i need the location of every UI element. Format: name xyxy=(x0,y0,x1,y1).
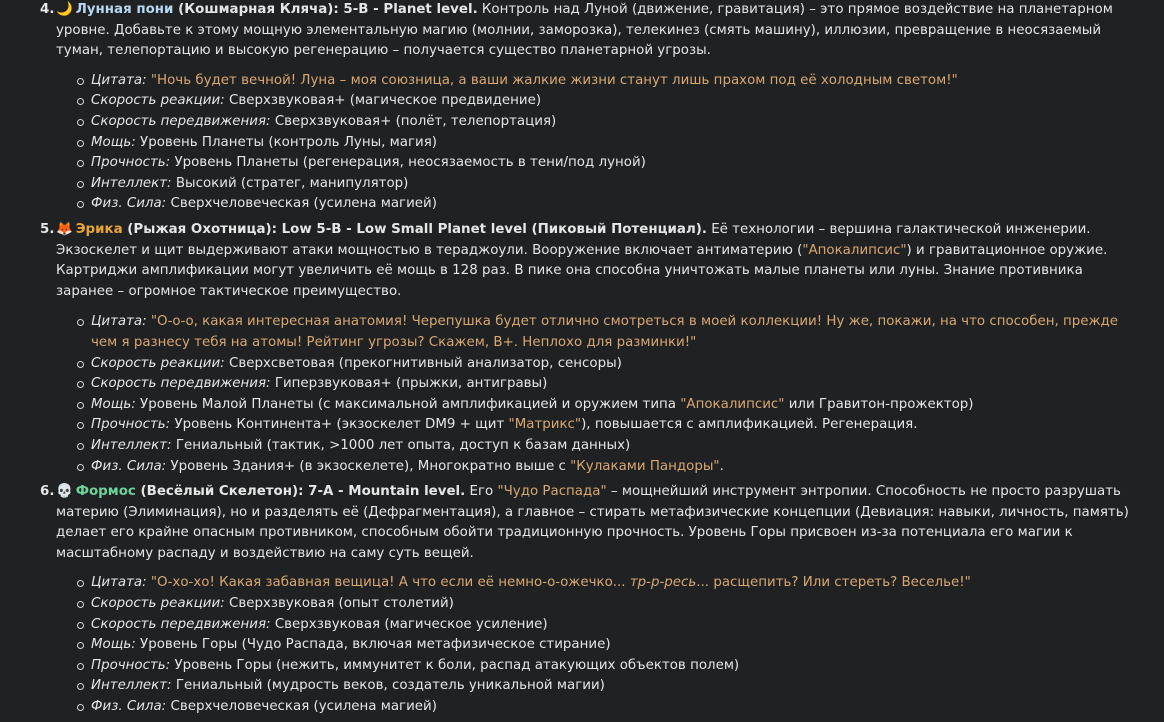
entry-heading-paragraph xyxy=(0,220,1164,302)
stat-durability: Прочность: Уровень Континента+ (экзоскелет DM9 + щит "Матрикс"), повышается с амплификацией. Регенерация. xyxy=(0,415,1164,436)
character-title: (Кошмарная Кляча): 5-B - Planet level. xyxy=(173,2,478,17)
entry-4 xyxy=(0,0,1164,215)
entry-heading-paragraph xyxy=(0,482,1164,564)
character-name: Эрика xyxy=(75,222,123,237)
stat-power: Мощь: Уровень Малой Планеты (с максимальной амплификацией и оружием типа "Апокалипсис" или Гравитон-прожектор) xyxy=(0,395,1164,416)
fox-icon: 🦊 xyxy=(56,222,73,237)
character-description: Его "Чудо Распада" – мощнейший инструмент энтропии. Способность не просто разрушать материю (Элиминация), но и разделять её (Дефрагментация), а главное – стирать метафизические концепции (Девиация: навыки, личность, память) делает его крайне опасным противником, способным обойти традиционную прочность. Уровень Горы присвоен из-за потенциала его магии к масштабному распаду и воздействию на саму суть вещей. xyxy=(56,484,1129,561)
stat-reaction-speed: Скорость реакции: Сверхсветовая (прекогнитивный анализатор, сенсоры) xyxy=(0,354,1164,375)
skull-icon: 💀 xyxy=(56,484,73,499)
stat-durability: Прочность: Уровень Горы (нежить, иммунитет к боли, распад атакующих объектов полем) xyxy=(0,656,1164,677)
list-number: 5. xyxy=(40,222,55,237)
list-number: 6. xyxy=(40,484,55,499)
moon-icon: 🌙 xyxy=(56,2,73,17)
stat-intellect: Интеллект: Гениальный (тактик, >1000 лет опыта, доступ к базам данных) xyxy=(0,436,1164,457)
stat-quote: Цитата: "Ночь будет вечной! Луна – моя союзница, а ваши жалкие жизни станут лишь прахом под её холодным светом!" xyxy=(0,71,1164,92)
stat-movement-speed: Скорость передвижения: Сверхзвуковая+ (полёт, телепортация) xyxy=(0,112,1164,133)
list-number: 4. xyxy=(40,2,55,17)
stats-list xyxy=(0,312,1164,477)
entry-6 xyxy=(0,482,1164,718)
character-description: Контроль над Луной (движение, гравитация) – это прямое воздействие на планетарном уровне. Добавьте к этому мощную элементальную магию (молнии, заморозка), телекинез (смять машину), иллюзии, превращение в неосязаемый туман, телепортацию и высокую регенерацию – получается существо планетарной угрозы. xyxy=(56,2,1113,59)
entry-5 xyxy=(0,220,1164,477)
character-title: (Весёлый Скелетон): 7-A - Mountain level. xyxy=(135,484,466,499)
stat-intellect: Интеллект: Высокий (стратег, манипулятор) xyxy=(0,174,1164,195)
stat-power: Мощь: Уровень Планеты (контроль Луны, магия) xyxy=(0,133,1164,154)
stat-power: Мощь: Уровень Горы (Чудо Распада, включая метафизическое стирание) xyxy=(0,635,1164,656)
stats-list xyxy=(0,573,1164,717)
stat-movement-speed: Скорость передвижения: Сверхзвуковая (магическое усиление) xyxy=(0,615,1164,636)
stat-intellect: Интеллект: Гениальный (мудрость веков, создатель уникальной магии) xyxy=(0,676,1164,697)
character-name: Формос xyxy=(75,484,136,499)
character-description: Её технологии – вершина галактической инженерии. Экзоскелет и щит выдерживают атаки мощностью в тераджоули. Вооружение включает антиматерию ("Апокалипсис") и гравитационное оружие. Картриджи амплификации могут увеличить её мощь в 128 раз. В пике она способна уничтожать малые планеты или луны. Знание противника заранее – огромное тактическое преимущество. xyxy=(56,222,1108,299)
stat-reaction-speed: Скорость реакции: Сверхзвуковая+ (магическое предвидение) xyxy=(0,91,1164,112)
stat-durability: Прочность: Уровень Планеты (регенерация, неосязаемость в тени/под луной) xyxy=(0,153,1164,174)
stat-quote: Цитата: "О-о-о, какая интересная анатомия! Черепушка будет отлично смотреться в моей коллекции! Ну же, покажи, на что способен, прежде чем я разнесу тебя на атомы! Рейтинг угрозы? Скажем, B+. Неплохо для разминки!" xyxy=(0,312,1164,353)
stat-strength: Физ. Сила: Уровень Здания+ (в экзоскелете), Многократно выше с "Кулаками Пандоры". xyxy=(0,457,1164,478)
stat-strength: Физ. Сила: Сверхчеловеческая (усилена магией) xyxy=(0,697,1164,718)
entry-heading-paragraph xyxy=(0,0,1164,62)
stat-reaction-speed: Скорость реакции: Сверхзвуковая (опыт столетий) xyxy=(0,594,1164,615)
stat-strength: Физ. Сила: Сверхчеловеческая (усилена магией) xyxy=(0,194,1164,215)
stat-movement-speed: Скорость передвижения: Гиперзвуковая+ (прыжки, антигравы) xyxy=(0,374,1164,395)
character-name: Лунная пони xyxy=(75,2,174,17)
stats-list xyxy=(0,71,1164,215)
stat-quote: Цитата: "О-хо-хо! Какая забавная вещица! А что если её немно-о-ожечко... тр-р-ресь... расщепить? Или стереть? Веселье!" xyxy=(0,573,1164,594)
character-title: (Рыжая Охотница): Low 5-B - Low Small Planet level (Пиковый Потенциал). xyxy=(122,222,707,237)
